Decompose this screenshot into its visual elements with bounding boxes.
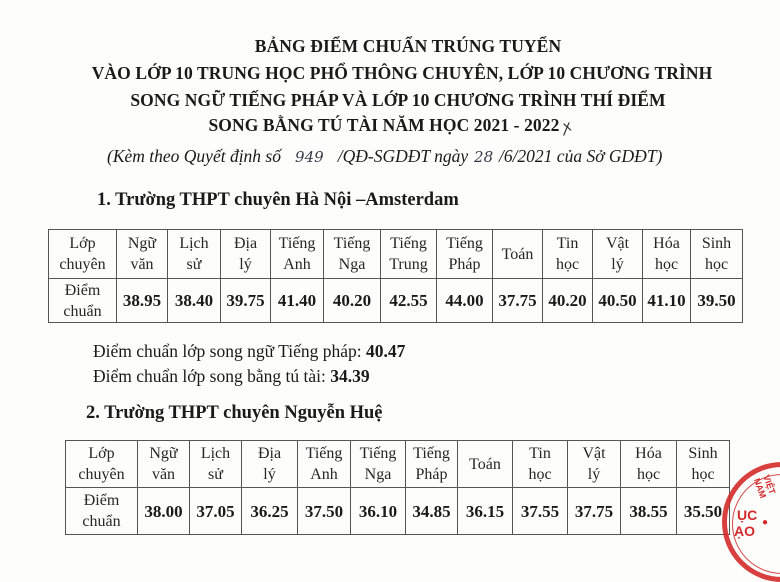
stamp-ring-text: VIỆT NAM: [751, 473, 778, 500]
score-cell: 38.40: [168, 279, 221, 323]
score-cell: 36.10: [351, 488, 406, 535]
bilingual-french-cutoff-note: Điểm chuẩn lớp song ngữ Tiếng pháp: 40.47: [93, 341, 406, 361]
subject-header: Lịch sử: [190, 441, 242, 488]
subject-header: Toán: [493, 230, 543, 279]
subject-header: Địa lý: [221, 230, 271, 279]
document-title-line-4-text: SONG BẰNG TÚ TÀI NĂM HỌC 2021 - 2022: [208, 115, 560, 135]
score-cell: 38.95: [117, 279, 168, 323]
document-title-line-2: VÀO LỚP 10 TRUNG HỌC PHỔ THÔNG CHUYÊN, LỚP 10 CHƯƠNG TRÌNH: [91, 63, 713, 83]
decision-number-handwritten: 949: [295, 148, 324, 166]
score-cell: 40.20: [324, 279, 381, 323]
subject-header: Ngữ văn: [138, 441, 190, 488]
school-2-heading: 2. Trường THPT chuyên Nguyễn Huệ: [86, 403, 383, 423]
document-title-line-4: [0, 115, 780, 136]
score-cell: 37.75: [568, 488, 621, 535]
score-cell: 38.00: [138, 488, 190, 535]
subject-header: Ngữ văn: [117, 230, 168, 279]
score-cell: 36.25: [242, 488, 298, 535]
score-cell: 41.40: [271, 279, 324, 323]
subject-header: Sinh học: [677, 441, 730, 488]
dual-diploma-cutoff-value: 34.39: [330, 366, 370, 386]
attachment-prefix: (Kèm theo Quyết định số: [107, 146, 286, 166]
score-cell: 36.15: [458, 488, 513, 535]
score-cell: 40.20: [543, 279, 593, 323]
score-cell: 39.50: [691, 279, 743, 323]
table-score-row: [66, 488, 730, 535]
stamp-star-icon: ●: [762, 517, 769, 528]
subject-header: Tiếng Pháp: [406, 441, 458, 488]
attachment-suffix: /6/2021 của Sở GDĐT): [494, 146, 663, 166]
score-cell: 38.55: [621, 488, 677, 535]
subject-header: Tin học: [543, 230, 593, 279]
row-label-header: Lớp chuyên: [66, 441, 138, 488]
attachment-note: [107, 146, 662, 167]
score-cell: 44.00: [437, 279, 493, 323]
bilingual-french-cutoff-value: 40.47: [365, 341, 406, 361]
table-score-row: [49, 279, 743, 323]
score-cell: 40.50: [593, 279, 643, 323]
score-cell: 37.05: [190, 488, 242, 535]
decision-day-handwritten: 28: [474, 148, 494, 166]
stamp-text-fragment: ẠO: [734, 523, 755, 539]
stamp-text-fragment: ỤC: [737, 507, 758, 523]
subject-header: Tiếng Anh: [271, 230, 324, 279]
subject-header: Tiếng Trung: [381, 230, 437, 279]
row-label-header: Lớp chuyên: [49, 230, 117, 279]
subject-header: Lịch sử: [168, 230, 221, 279]
school-2-score-table: [65, 440, 730, 535]
subject-header: Tiếng Anh: [298, 441, 351, 488]
subject-header: Hóa học: [643, 230, 691, 279]
score-cell: 39.75: [221, 279, 271, 323]
table-header-row: [66, 441, 730, 488]
subject-header: Toán: [458, 441, 513, 488]
table-header-row: [49, 230, 743, 279]
dual-diploma-cutoff-note: Điểm chuẩn lớp song bằng tú tài: 34.39: [93, 366, 370, 386]
score-cell: 42.55: [381, 279, 437, 323]
subject-header: Địa lý: [242, 441, 298, 488]
score-cell: 34.85: [406, 488, 458, 535]
subject-header: Tiếng Pháp: [437, 230, 493, 279]
handwritten-mark-icon: ꭗ: [562, 118, 574, 136]
row-label-score: Điểm chuẩn: [49, 279, 117, 323]
subject-header: Tiếng Nga: [351, 441, 406, 488]
subject-header: Sinh học: [691, 230, 743, 279]
score-cell: 37.50: [298, 488, 351, 535]
document-title-line-3: SONG NGỮ TIẾNG PHÁP VÀ LỚP 10 CHƯƠNG TRÌNH THÍ ĐIỂM: [130, 90, 666, 110]
score-cell: 35.50: [677, 488, 730, 535]
score-cell: 41.10: [643, 279, 691, 323]
subject-header: Vật lý: [568, 441, 621, 488]
subject-header: Vật lý: [593, 230, 643, 279]
attachment-middle: /QĐ-SGDĐT ngày: [333, 146, 473, 166]
school-1-score-table: [48, 229, 743, 323]
school-1-heading: 1. Trường THPT chuyên Hà Nội –Amsterdam: [97, 190, 459, 210]
subject-header: Hóa học: [621, 441, 677, 488]
score-cell: 37.55: [513, 488, 568, 535]
score-cell: 37.75: [493, 279, 543, 323]
row-label-score: Điểm chuẩn: [66, 488, 138, 535]
subject-header: Tin học: [513, 441, 568, 488]
subject-header: Tiếng Nga: [324, 230, 381, 279]
document-title-line-1: BẢNG ĐIỂM CHUẨN TRÚNG TUYỂN: [254, 36, 562, 56]
